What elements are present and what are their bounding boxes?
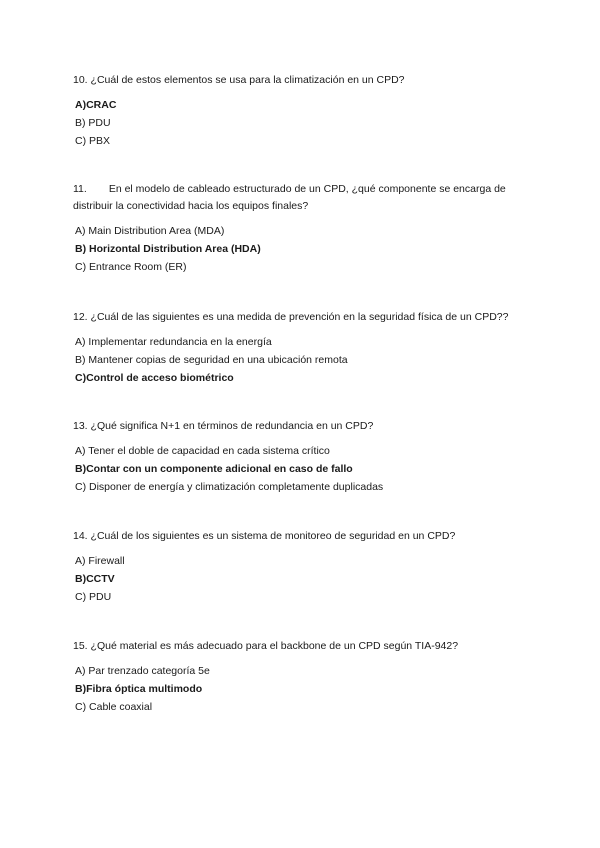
option-c: C) PDU — [75, 591, 112, 603]
option-c: C) Disponer de energía y climatización completamente duplicadas — [75, 481, 384, 493]
question-text: ¿Cuál de las siguientes es una medida de prevención en la seguridad física de un CPD?? — [90, 311, 509, 323]
option-c: C) PBX — [75, 135, 111, 147]
question-number: 11. — [73, 183, 87, 195]
options-list — [70, 552, 540, 606]
question-number: 14. — [73, 530, 88, 542]
question-text: ¿Cuál de los siguientes es un sistema de monitoreo de seguridad en un CPD? — [90, 530, 456, 542]
option-a: A) Tener el doble de capacidad en cada sistema crítico — [75, 445, 330, 457]
option-a: A) Main Distribution Area (MDA) — [75, 225, 225, 237]
option-c: C) Cable coaxial — [75, 701, 153, 713]
option-b: B) Mantener copias de seguridad en una ubicación remota — [75, 354, 348, 366]
options-list — [70, 96, 540, 150]
option-b: B) Horizontal Distribution Area (HDA) — [75, 243, 261, 255]
option-a: A) Par trenzado categoría 5e — [75, 665, 210, 677]
option-b: B)Fibra óptica multimodo — [75, 683, 203, 695]
question-text: ¿Qué material es más adecuado para el backbone de un CPD según TIA-942? — [90, 640, 459, 652]
question-stem — [73, 181, 540, 215]
question-text: ¿Cuál de estos elementos se usa para la climatización en un CPD? — [90, 74, 405, 86]
option-c: C) Entrance Room (ER) — [75, 261, 187, 273]
option-a: A) Firewall — [75, 555, 125, 567]
question-stem — [73, 72, 540, 89]
options-list — [70, 222, 540, 276]
question-number: 10. — [73, 74, 88, 86]
option-b: B)CCTV — [75, 573, 115, 585]
question-number: 13. — [73, 420, 88, 432]
option-a: A)CRAC — [75, 99, 117, 111]
question-text: ¿Qué significa N+1 en términos de redundancia en un CPD? — [90, 420, 374, 432]
question-stem — [73, 528, 540, 545]
options-list — [70, 662, 540, 716]
option-a: A) Implementar redundancia en la energía — [75, 336, 272, 348]
options-list — [70, 333, 540, 387]
question-text: En el modelo de cableado estructurado de un CPD, ¿qué componente se encarga de distribuir la conectividad hacia los equipos finales? — [73, 183, 506, 212]
option-c: C)Control de acceso biométrico — [75, 372, 234, 384]
question-14 — [70, 528, 540, 606]
question-15 — [70, 638, 540, 716]
question-10 — [70, 72, 540, 150]
question-11 — [70, 181, 540, 276]
question-number: 15. — [73, 640, 88, 652]
question-number: 12. — [73, 311, 88, 323]
question-13 — [70, 418, 540, 496]
question-stem — [73, 638, 540, 655]
option-b: B) PDU — [75, 117, 111, 129]
question-stem — [73, 309, 540, 326]
option-b: B)Contar con un componente adicional en caso de fallo — [75, 463, 353, 475]
question-stem — [73, 418, 540, 435]
options-list — [70, 442, 540, 496]
question-12 — [70, 309, 540, 387]
